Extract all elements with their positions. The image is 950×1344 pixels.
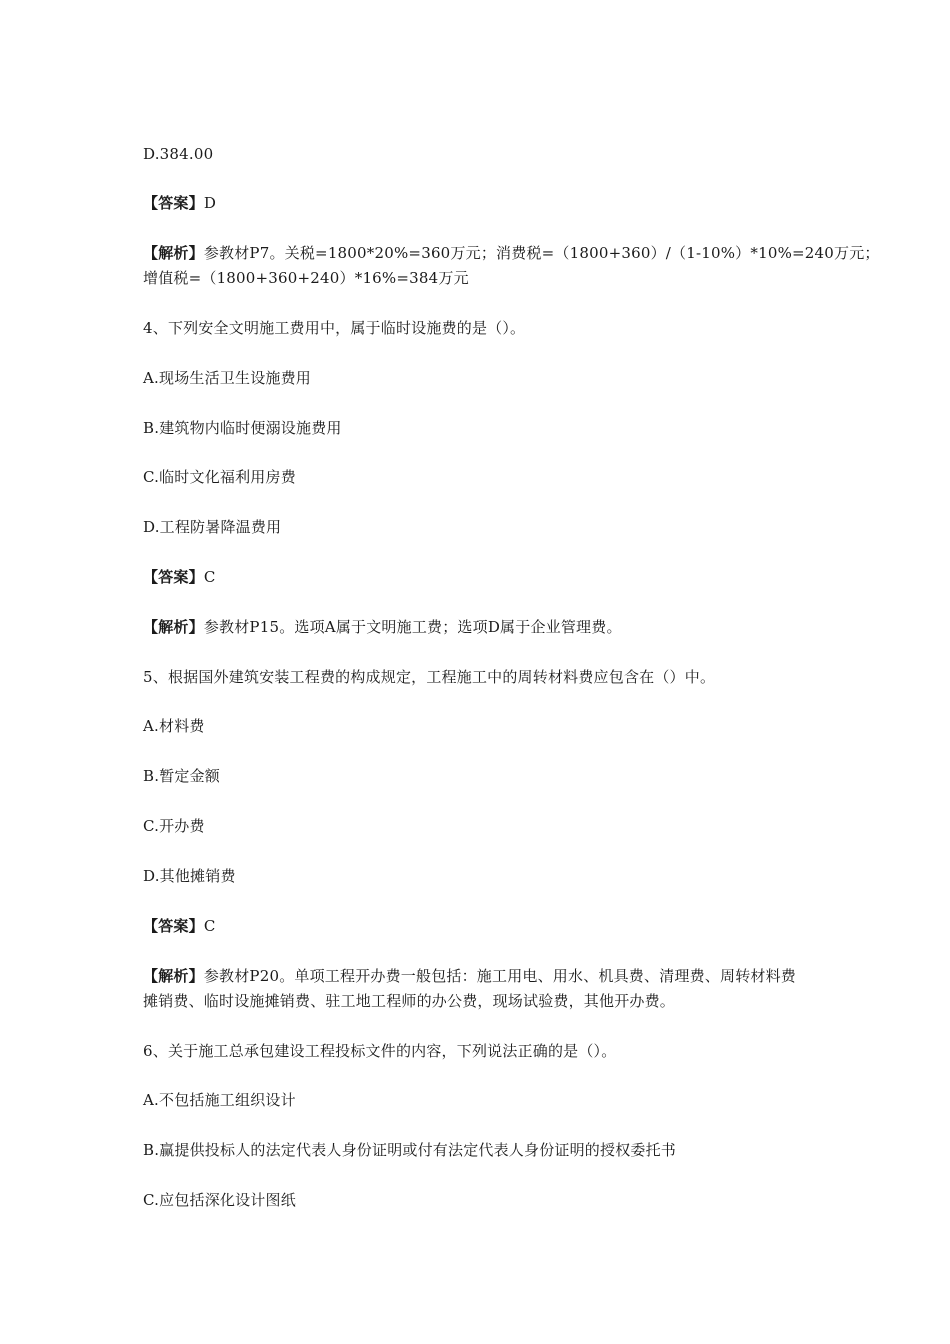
q5-option-b: B.暂定金额 <box>143 767 220 785</box>
q4-option-c: C.临时文化福利用房费 <box>143 468 296 486</box>
answer-value: D <box>203 194 217 212</box>
q4-analysis <box>143 616 622 638</box>
q3-analysis-line-2: 增值税=（1800+360+240）*16%=384万元 <box>143 269 469 287</box>
q5-analysis-line-1 <box>143 965 796 987</box>
analysis-label: 【解析】 <box>143 244 204 262</box>
q5-question: 5、根据国外建筑安装工程费的构成规定，工程施工中的周转材料费应包含在（）中。 <box>143 668 716 686</box>
q5-option-d: D.其他摊销费 <box>143 867 236 885</box>
q5-option-a: A.材料费 <box>143 717 205 735</box>
q4-option-a: A.现场生活卫生设施费用 <box>143 369 312 387</box>
analysis-label: 【解析】 <box>143 967 204 985</box>
q5-answer <box>143 915 216 937</box>
q6-option-b: B.赢提供投标人的法定代表人身份证明或付有法定代表人身份证明的授权委托书 <box>143 1141 676 1159</box>
answer-label: 【答案】 <box>143 194 204 212</box>
q4-option-b: B.建筑物内临时便溺设施费用 <box>143 419 342 437</box>
q4-answer <box>143 566 216 588</box>
analysis-text: 参教材P15。选项A属于文明施工费；选项D属于企业管理费。 <box>203 618 622 636</box>
q3-option-d: D.384.00 <box>143 145 214 163</box>
q4-option-d: D.工程防暑降温费用 <box>143 518 282 536</box>
analysis-label: 【解析】 <box>143 618 204 636</box>
q3-analysis-line-1 <box>143 242 880 264</box>
analysis-text: 参教材P7。关税=1800*20%=360万元；消费税=（1800+360）/（1-10%）*10%=240万元； <box>203 244 880 262</box>
answer-label: 【答案】 <box>143 917 204 935</box>
q6-option-c: C.应包括深化设计图纸 <box>143 1191 296 1209</box>
q6-question: 6、关于施工总承包建设工程投标文件的内容，下列说法正确的是（）。 <box>143 1042 617 1060</box>
q3-answer <box>143 192 216 214</box>
analysis-text: 参教材P20。单项工程开办费一般包括：施工用电、用水、机具费、清理费、周转材料费 <box>203 967 796 985</box>
answer-value: C <box>203 568 216 586</box>
answer-value: C <box>203 917 216 935</box>
q5-option-c: C.开办费 <box>143 817 205 835</box>
q6-option-a: A.不包括施工组织设计 <box>143 1091 296 1109</box>
q5-analysis-line-2: 摊销费、临时设施摊销费、驻工地工程师的办公费，现场试验费，其他开办费。 <box>143 992 676 1010</box>
q4-question: 4、下列安全文明施工费用中，属于临时设施费的是（）。 <box>143 319 526 337</box>
answer-label: 【答案】 <box>143 568 204 586</box>
